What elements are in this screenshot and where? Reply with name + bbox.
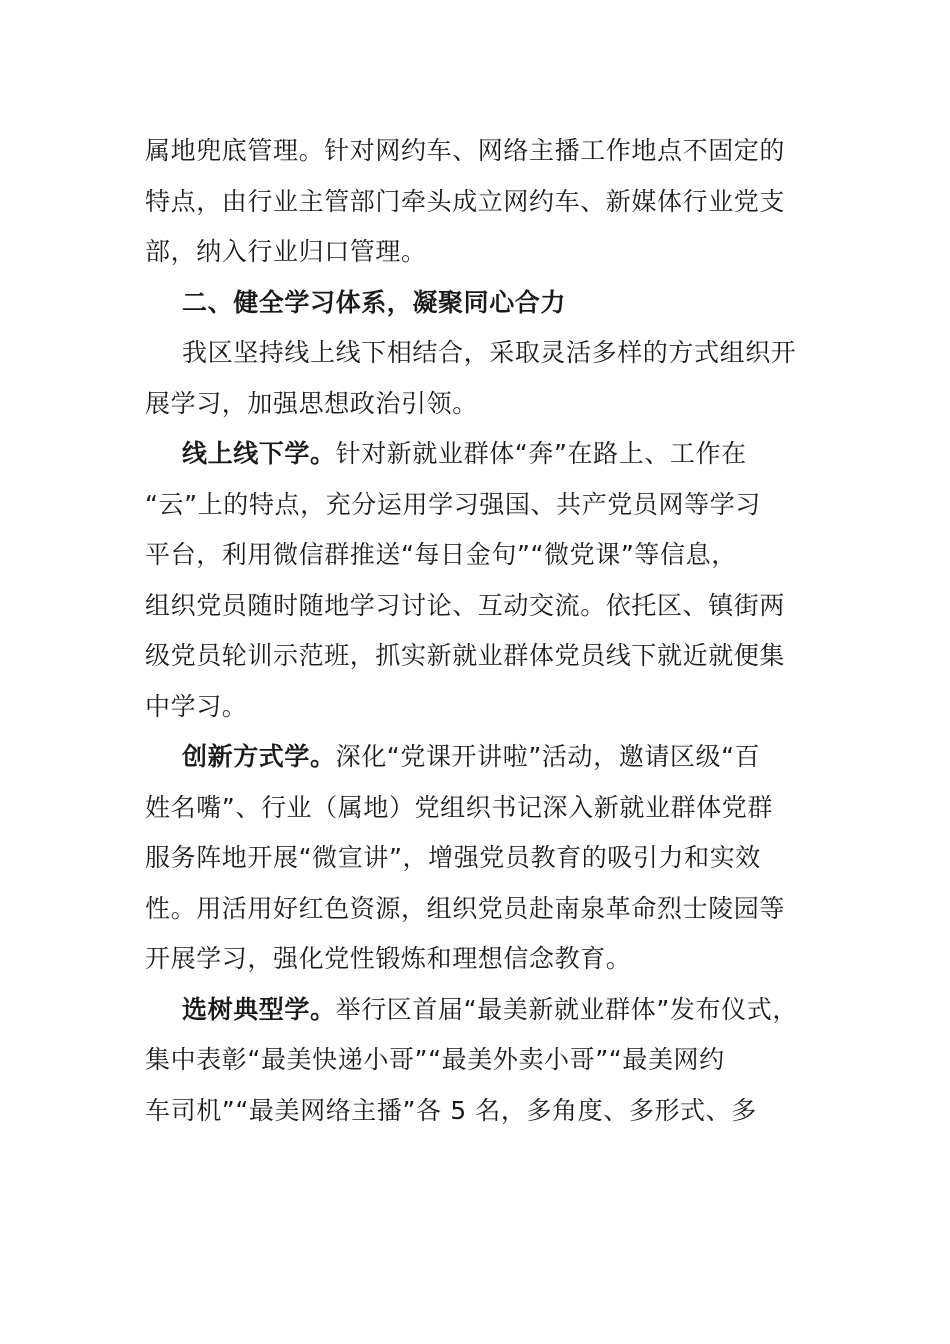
subheading-role-models: 选树典型学。 [182, 994, 336, 1024]
text-line: “云”上的特点，充分运用学习强国、共产党员网等学习 [145, 489, 761, 519]
text-line: 平台，利用微信群推送“每日金句”“微党课”等信息， [145, 540, 737, 569]
text-line: 集中表彰“最美快递小哥”“最美外卖小哥”“最美网约 [145, 1045, 725, 1074]
text-line: 车司机”“最美网络主播”各 5 名，多角度、多形式、多 [145, 1095, 757, 1125]
text-run: 举行区首届“最美新就业群体”发布仪式， [335, 994, 798, 1024]
paragraph-first-line [145, 732, 845, 783]
paragraph-first-line [145, 429, 845, 480]
text-line: 属地兜底管理。针对网约车、网络主播工作地点不固定的 [145, 136, 786, 165]
text-line: 级党员轮训示范班，抓实新就业群体党员线下就近就便集 [145, 641, 786, 670]
text-line: 组织党员随时随地学习讨论、互动交流。依托区、镇街两 [145, 590, 786, 620]
text-line: 特点，由行业主管部门牵头成立网约车、新媒体行业党支 [145, 186, 786, 216]
text-line: 展学习，加强思想政治引领。 [145, 388, 478, 418]
paragraph-first-line [145, 985, 845, 1036]
subheading-online-offline: 线上线下学。 [182, 439, 336, 468]
text-line: 我区坚持线上线下相结合，采取灵活多样的方式组织开 [182, 338, 797, 367]
text-line: 服务阵地开展“微宣讲”，增强党员教育的吸引力和实效 [145, 843, 761, 872]
text-line: 性。用活用好红色资源，组织党员赴南泉革命烈士陵园等 [145, 893, 786, 923]
section-heading: 二、健全学习体系，凝聚同心合力 [182, 287, 567, 317]
text-line: 部，纳入行业归口管理。 [145, 237, 427, 266]
subheading-innovative-methods: 创新方式学。 [182, 742, 336, 771]
text-line: 开展学习，强化党性锻炼和理想信念教育。 [145, 944, 632, 973]
document-body [145, 126, 845, 1136]
text-run: 深化“党课开讲啦”活动，邀请区级“百 [335, 742, 761, 771]
text-line: 姓名嘴”、行业（属地）党组织书记深入新就业群体党群 [145, 792, 773, 822]
text-run: 针对新就业群体“奔”在路上、工作在 [335, 439, 747, 468]
text-line: 中学习。 [145, 691, 248, 721]
